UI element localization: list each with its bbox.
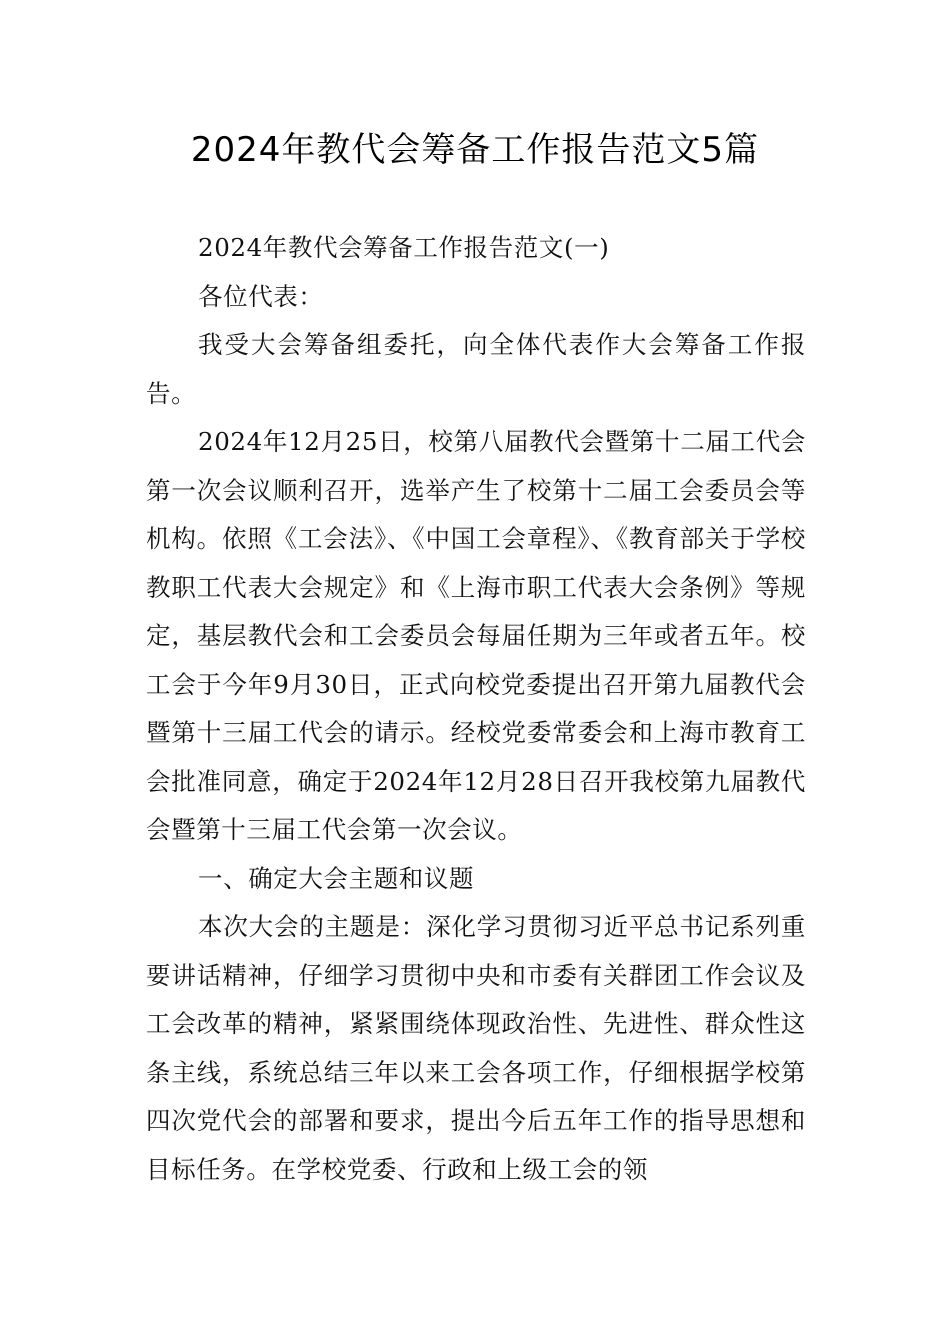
body-paragraph: 我受大会筹备组委托，向全体代表作大会筹备工作报告。 — [146, 330, 806, 408]
document-body — [146, 224, 806, 1194]
body-paragraph: 2024年12月25日，校第八届教代会暨第十二届工代会第一次会议顺利召开，选举产生了校第十二届工会委员会等机构。依照《工会法》、《中国工会章程》、《教育部关于学校教职工代表大会规定》和《上海市职工代表大会条例》等规定，基层教代会和工会委员会每届任期为三年或者五年。校工会于今年9月30日，正式向校党委提出召开第九届教代会暨第十三届工代会的请示。经校党委常委会和上海市教育工会批准同意，确定于2024年12月28日召开我校第九届教代会暨第十三届工代会第一次会议。 — [146, 427, 806, 844]
subsection-heading: 一、确定大会主题和议题 — [198, 863, 475, 893]
salutation: 各位代表： — [198, 281, 324, 311]
document-title: 2024年教代会筹备工作报告范文5篇 — [190, 130, 760, 170]
section-heading: 2024年教代会筹备工作报告范文(一) — [198, 233, 610, 262]
body-paragraph: 本次大会的主题是：深化学习贯彻习近平总书记系列重要讲话精神，仔细学习贯彻中央和市委有关群团工作会议及工会改革的精神，紧紧围绕体现政治性、先进性、群众性这条主线，系统总结三年以来工会各项工作，仔细根据学校第四次党代会的部署和要求，提出今后五年工作的指导思想和目标任务。在学校党委、行政和上级工会的领 — [146, 912, 806, 1184]
